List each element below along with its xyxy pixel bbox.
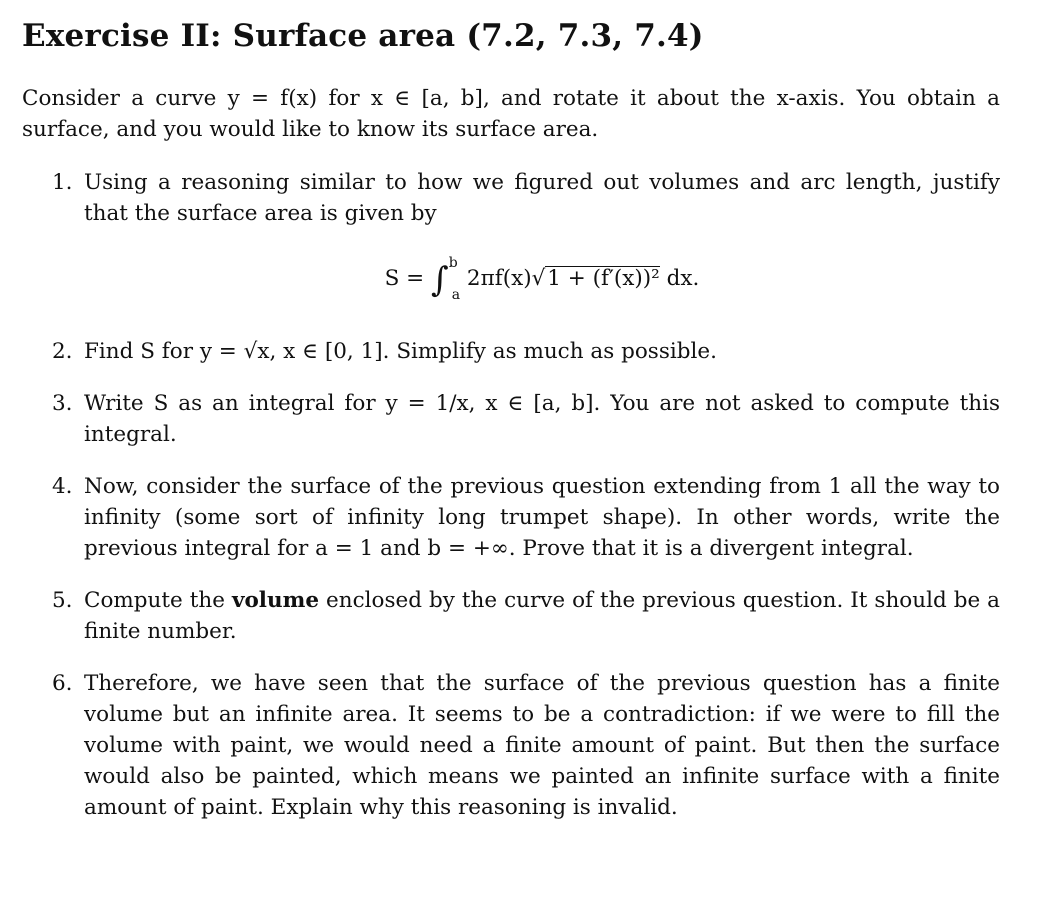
question-text: Now, consider the surface of the previous question extending from 1 all the way to infinity (some sort of infinity long trumpet shape). In other words, write the previous integral for a = 1 and b = +∞. Prove that it is a divergent integral. bbox=[84, 473, 1000, 561]
lower-limit: a bbox=[451, 286, 461, 303]
question-text: Therefore, we have seen that the surface of the previous question has a finite volume but an infinite area. It seems to be a contradiction: if we were to fill the volume with paint, we would need a finite amount of paint. But then the surface would also be painted, which means we painted an infinite surface with a finite amount of paint. Explain why this reasoning is invalid. bbox=[84, 670, 1000, 820]
question-text: Find S for y = √x, x ∈ [0, 1]. Simplify as much as possible. bbox=[84, 338, 717, 364]
question-number: 4. bbox=[52, 473, 73, 499]
question-text: Write S as an integral for y = 1/x, x ∈ [a, b]. You are not asked to compute this integral. bbox=[84, 390, 1000, 447]
question-3 bbox=[22, 388, 1000, 450]
formula-lhs: S = bbox=[384, 265, 425, 291]
question-1 bbox=[22, 167, 1000, 315]
exercise-title: Exercise II: Surface area (7.2, 7.3, 7.4) bbox=[22, 18, 704, 54]
question-number: 6. bbox=[52, 670, 73, 696]
question-text: Using a reasoning similar to how we figured out volumes and arc length, justify that the surface area is given by bbox=[84, 169, 1000, 226]
question-number: 3. bbox=[52, 390, 73, 416]
formula-integrand: 2πf(x) bbox=[466, 265, 532, 291]
question-6 bbox=[22, 668, 1000, 823]
question-5 bbox=[22, 585, 1000, 647]
integral-sign: ∫ bbox=[431, 259, 449, 300]
question-list bbox=[22, 167, 1000, 823]
formula-radicand: 1 + (f′(x))² bbox=[547, 265, 660, 291]
bold-term: volume bbox=[231, 587, 320, 613]
question-text-after: enclosed by the curve of the previous question. It should be a finite number. bbox=[84, 587, 1001, 644]
question-text-before: Compute the bbox=[84, 587, 225, 613]
intro-paragraph: Consider a curve y = f(x) for x ∈ [a, b], and rotate it about the x-axis. You obtain a surface, and you would like to know its surface area. bbox=[22, 86, 1000, 143]
surface-area-formula: S = ∫$^b_a$ 2πf(x)√1 + (f′(x))² dx. bbox=[384, 254, 700, 303]
question-number: 1. bbox=[52, 169, 73, 195]
document bbox=[22, 18, 1000, 844]
upper-limit: b bbox=[448, 254, 458, 271]
question-4 bbox=[22, 471, 1000, 564]
formula-differential: dx. bbox=[666, 265, 700, 291]
question-number: 5. bbox=[52, 587, 73, 613]
question-2 bbox=[22, 336, 1000, 367]
question-number: 2. bbox=[52, 338, 73, 364]
